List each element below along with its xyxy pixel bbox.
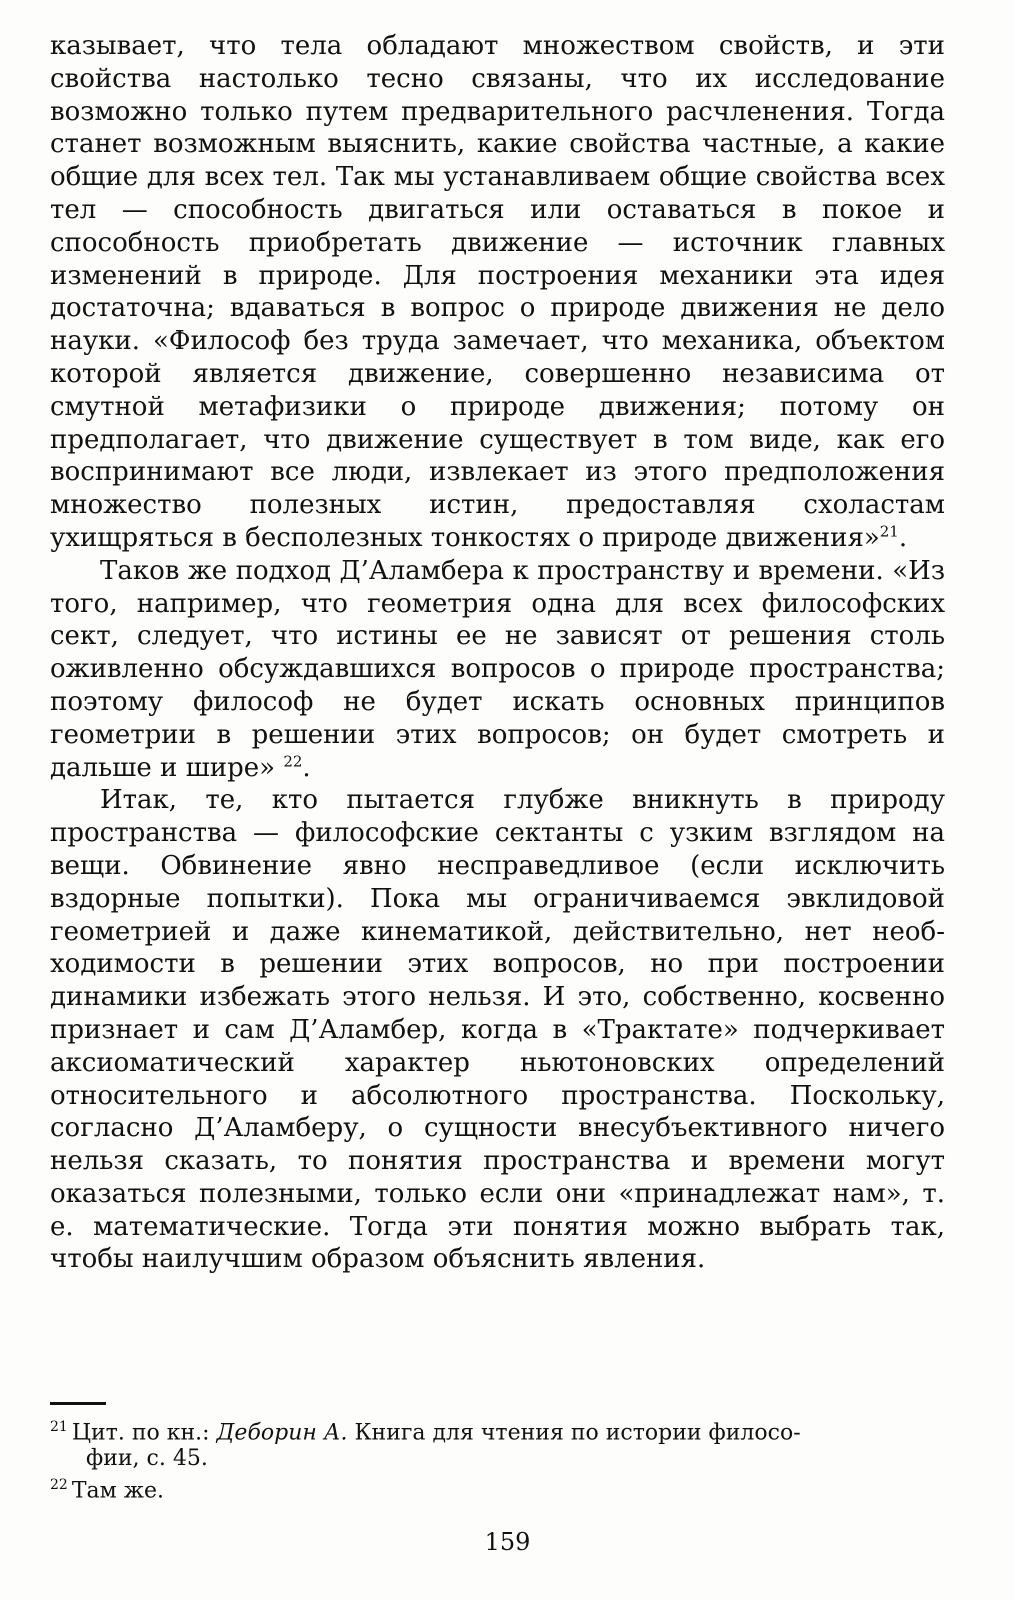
footnote-number: 22 [50, 1477, 68, 1494]
paragraph-2-text: Таков же подход Д’Аламбера к пространству и времени. «Из того, например, что геометрия одна для всех философских сект, следует, что истины ее не зависят от решения столь оживленно обсуждавшихся вопросов о природе пространства; поэтому философ не будет искать основных принципов геометрии в решении этих вопросов; он будет смотреть и дальше и шире» [50, 555, 945, 783]
paragraph-2-end: . [302, 752, 311, 783]
footnote-number: 21 [50, 1419, 68, 1435]
footnote-author: Деборин А. [216, 1420, 348, 1446]
footnote-ref-22: 22 [283, 751, 303, 770]
paragraph-3: Итак, те, кто пытается глубже вникнуть в природу пространства — философские сектанты с узким взглядом на вещи. Обвинение явно несправедливое (если исключить вздорные попытки). Пока мы ограничиваемся эвклидовой геометрией и даже кинематикой, действительно, нет необходимости в решении этих вопросов, но при построении динамики избежать этого нельзя. И это, собственно, косвенно признает и сам Д’Аламбер, когда в «Трактате» подчеркивает аксиоматический характер ньютоновских определений относительного и абсолютного пространства. Поскольку, согласно Д’Аламберу, о сущности внесубъективного ничего нельзя сказать, то понятия пространства и времени могут оказаться полезными, только если они «принадлежат нам», т. е. математические. Тогда эти понятия можно выбрать так, чтобы наилучшим образом объяснить явления. [50, 785, 945, 1275]
footnote-divider [50, 1402, 106, 1405]
footnote-21 [50, 1414, 945, 1472]
footnote-title: Книга для чтения по истории филосо- [347, 1420, 801, 1446]
page-number: 159 [484, 1528, 531, 1556]
paragraph-1 [50, 30, 945, 555]
paragraph-2 [50, 555, 945, 785]
footnote-continuation: фии, с. 45. [86, 1446, 208, 1472]
footnotes [50, 1414, 945, 1505]
footnote-text: Там же. [71, 1478, 164, 1504]
footnote-ref-21: 21 [879, 522, 899, 541]
footnote-22 [50, 1472, 945, 1504]
paragraph-1-text: казывает, что тела обладают множеством свойств, и эти свойства настолько тесно связаны, что их исследование возможно только путем предварительного расчленения. Тогда станет возможным выяснить, какие свойства частные, а какие общие для всех тел. Так мы устанавливаем общие свойства всех тел — способность двигаться или оставаться в покое и способность приобретать движение — источник главных изменений в природе. Для построения механики эта идея достаточна; вдаваться в вопрос о природе движения не дело науки. «Философ без труда замечает, что механика, объектом которой является движение, совершенно независима от смутной метафизики о природе движения; потому он предполагает, что движение существует в том виде, как его воспринимают все люди, извлекает из этого предположения множество полезных истин, предоставляя схоластам ухищряться в бесполезных тонкостях о природе движения» [50, 31, 945, 553]
footnote-prefix: Цит. по кн.: [71, 1420, 217, 1446]
main-text [50, 30, 945, 1276]
paragraph-1-end: . [898, 522, 908, 553]
